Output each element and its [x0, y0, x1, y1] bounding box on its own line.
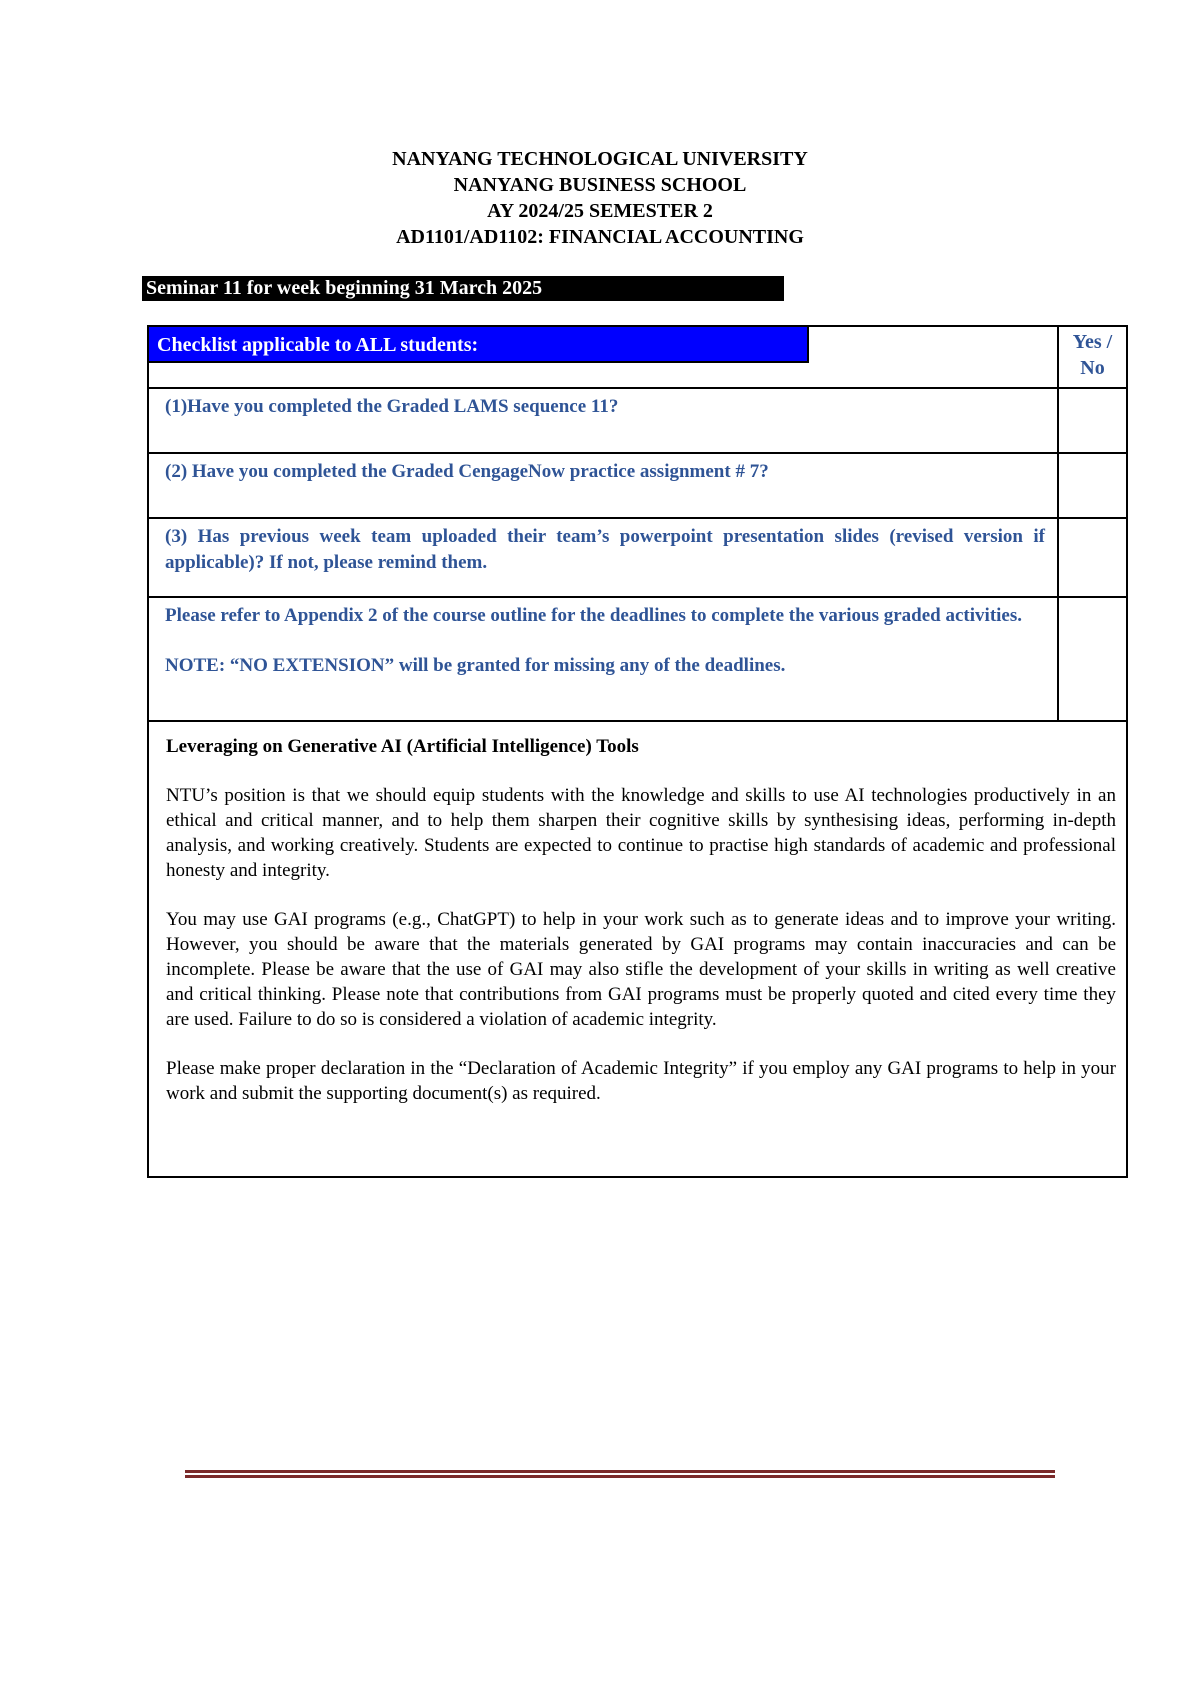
school-name: NANYANG BUSINESS SCHOOL [453, 174, 747, 196]
deadline-note-row [149, 598, 1126, 722]
checklist-row [149, 454, 1126, 519]
deadline-reference: Please refer to Appendix 2 of the course outline for the deadlines to complete the various graded activities. [165, 605, 1023, 626]
gai-paragraph-usage: You may use GAI programs (e.g., ChatGPT) to help in your work such as to generate ideas and to improve your writing. However, you should be aware that the materials generated by GAI programs may contain inaccuracies and can be incomplete. Please be aware that the use of GAI may also stifle the development of your skills in writing as well creative and critical thinking. Please note that contributions from GAI programs must be properly quoted and cited every time they are used. Failure to do so is considered a violation of academic integrity. [166, 909, 1116, 1030]
yes-no-cell[interactable] [1059, 598, 1126, 720]
gai-section [149, 722, 1126, 1176]
yes-no-cell[interactable] [1059, 389, 1126, 452]
checklist-header-row [149, 327, 1126, 389]
gai-paragraph-position: NTU’s position is that we should equip students with the knowledge and skills to use AI technologies productively in an ethical and critical manner, and to help them sharpen their cognitive skills by synthesising ideas, performing in-depth analysis, and working creatively. Students are expected to continue to practise high standards of academic and professional honesty and integrity. [166, 785, 1116, 881]
document-header [0, 146, 1200, 250]
yes-no-cell[interactable] [1059, 454, 1126, 517]
course-title: AD1101/AD1102: FINANCIAL ACCOUNTING [396, 226, 804, 248]
checklist-table [147, 325, 1128, 1178]
seminar-banner: Seminar 11 for week beginning 31 March 2025 [142, 276, 784, 301]
no-extension-note: NOTE: “NO EXTENSION” will be granted for missing any of the deadlines. [165, 655, 786, 676]
yes-no-header: Yes / No [1072, 331, 1113, 379]
yes-no-cell[interactable] [1059, 519, 1126, 596]
gai-paragraph-declaration: Please make proper declaration in the “Declaration of Academic Integrity” if you employ any GAI programs to help in your work and submit the supporting document(s) as required. [166, 1058, 1116, 1104]
checklist-question: (2) Have you completed the Graded CengageNow practice assignment # 7? [165, 461, 769, 482]
university-name: NANYANG TECHNOLOGICAL UNIVERSITY [392, 148, 808, 170]
checklist-header-cell [149, 327, 1059, 387]
checklist-row [149, 389, 1126, 454]
checklist-heading: Checklist applicable to ALL students: [149, 327, 809, 363]
checklist-question: (1)Have you completed the Graded LAMS sequence 11? [165, 396, 619, 417]
semester: AY 2024/25 SEMESTER 2 [487, 200, 713, 222]
checklist-question: (3) Has previous week team uploaded their team’s powerpoint presentation slides (revised version if applicable)? If not, please remind them. [165, 526, 1045, 573]
gai-title: Leveraging on Generative AI (Artificial Intelligence) Tools [166, 736, 639, 757]
checklist-row [149, 519, 1126, 598]
footer-divider [185, 1470, 1055, 1478]
